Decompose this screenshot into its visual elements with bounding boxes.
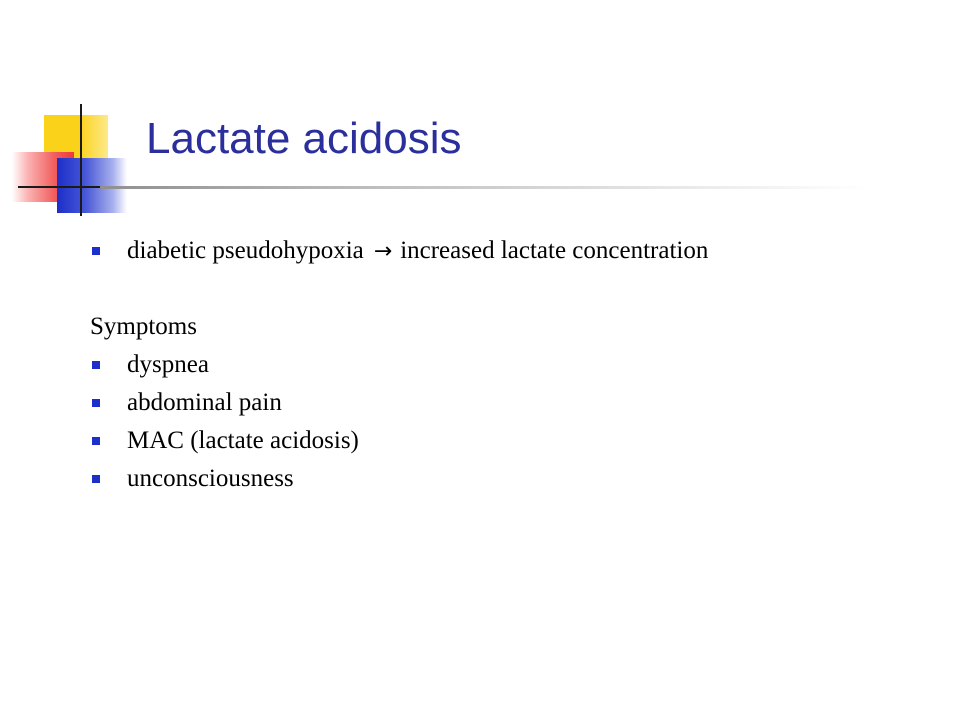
- symptom-item: [90, 422, 930, 460]
- symptoms-heading: Symptoms: [90, 313, 197, 340]
- slide-body: [90, 232, 930, 498]
- title-underline: [100, 186, 870, 189]
- bullet-square-icon: [92, 437, 100, 445]
- slide-logo-graphic: [0, 0, 160, 230]
- symptom-item: [90, 346, 930, 384]
- spacer: [90, 270, 930, 308]
- intro-bullet: [90, 232, 930, 270]
- bullet-square-icon: [92, 475, 100, 483]
- symptom-text: dyspnea: [127, 351, 209, 378]
- symptom-text: MAC (lactate acidosis): [127, 427, 359, 454]
- symptom-text: unconsciousness: [127, 465, 294, 492]
- intro-right-text: increased lactate concentration: [400, 237, 709, 264]
- symptom-item: [90, 384, 930, 422]
- bullet-square-icon: [92, 361, 100, 369]
- intro-left-text: diabetic pseudohypoxia: [127, 237, 364, 264]
- symptom-text: abdominal pain: [127, 389, 282, 416]
- bullet-square-icon: [92, 247, 100, 255]
- symptom-item: [90, 460, 930, 498]
- slide-title: Lactate acidosis: [146, 114, 462, 163]
- bullet-square-icon: [92, 399, 100, 407]
- logo-vertical-line: [80, 104, 82, 216]
- right-arrow-icon: →: [373, 239, 393, 264]
